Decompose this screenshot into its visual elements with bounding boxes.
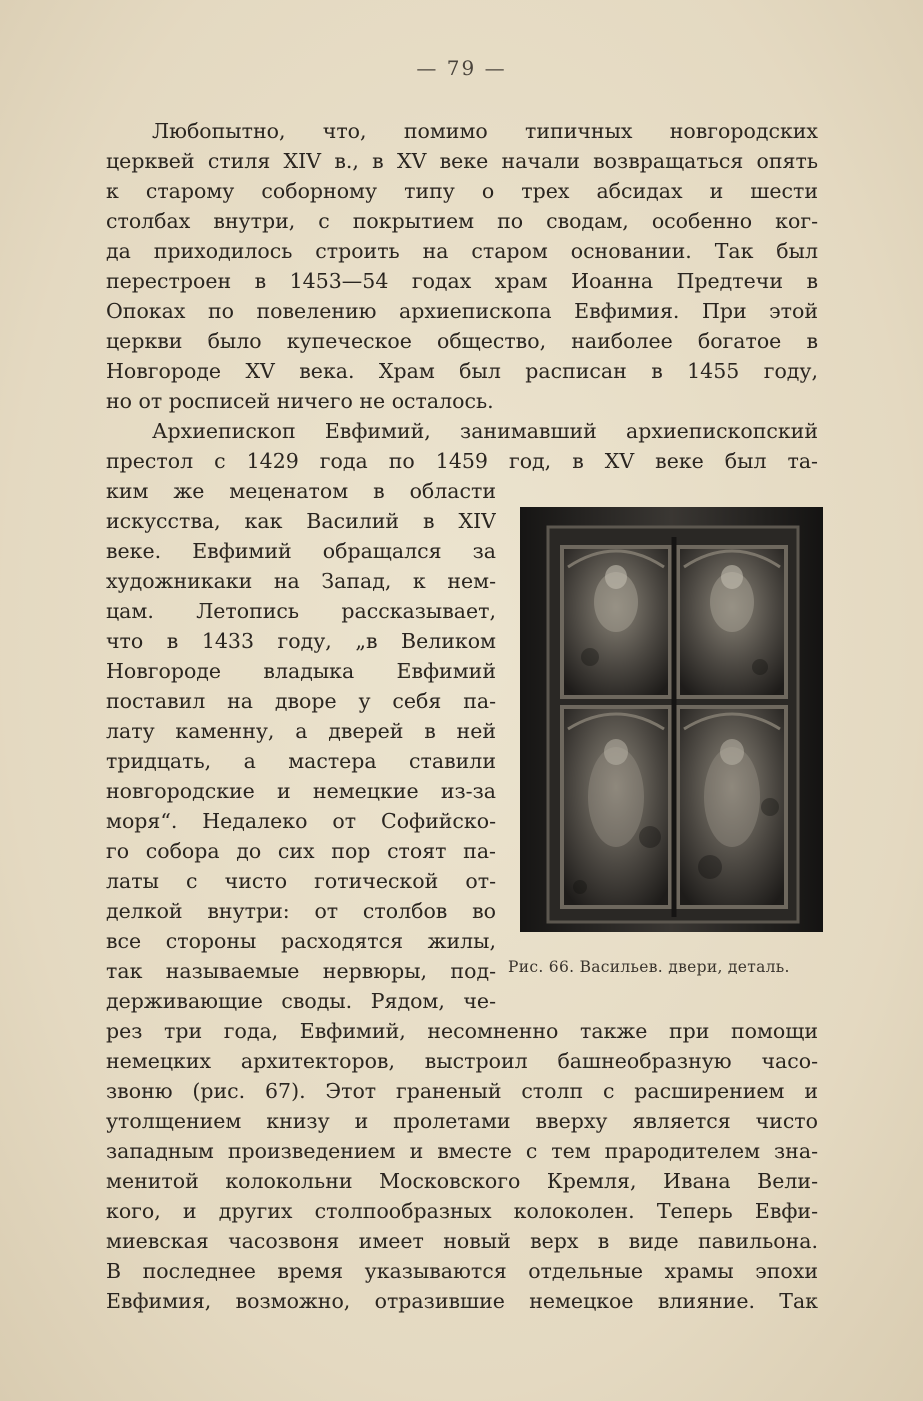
text-line: цам. Летопись рассказывает, xyxy=(106,599,496,623)
text-line: ким же меценатом в области xyxy=(106,479,496,503)
text-line: кого, и других столпообразных колоколен. Теперь Евфи- xyxy=(106,1199,818,1223)
text-line: столбах внутри, с покрытием по сводам, особенно ког- xyxy=(106,209,818,233)
text-line: так называемые нервюры, под- xyxy=(106,959,496,983)
text-line: держивающие своды. Рядом, че- xyxy=(106,989,496,1013)
text-line: к старому соборному типу о трех абсидах и шести xyxy=(106,179,818,203)
text-line: рез три года, Евфимий, несомненно также при помощи xyxy=(106,1019,818,1043)
text-line: утолщением книзу и пролетами вверху является чисто xyxy=(106,1109,818,1133)
door-photograph xyxy=(520,507,823,932)
text-line: тридцать, а мастера ставили xyxy=(106,749,496,773)
figure-caption: Рис. 66. Васильев. двери, деталь. xyxy=(508,958,790,976)
text-line: поставил на дворе у себя па- xyxy=(106,689,496,713)
text-line: делкой внутри: от столбов во xyxy=(106,899,496,923)
text-line: западным произведением и вместе с тем прародителем зна- xyxy=(106,1139,818,1163)
text-line: Опоках по повелению архиепископа Евфимия. При этой xyxy=(106,299,818,323)
text-line: искусства, как Василий в XIV xyxy=(106,509,496,533)
text-line: миевская часозвоня имеет новый верх в виде павильона. xyxy=(106,1229,818,1253)
text-line: го собора до сих пор стоят па- xyxy=(106,839,496,863)
text-line: что в 1433 году, „в Великом xyxy=(106,629,496,653)
text-line: церкви было купеческое общество, наиболее богатое в xyxy=(106,329,818,353)
text-line: звоню (рис. 67). Этот граненый столп с расширением и xyxy=(106,1079,818,1103)
text-line: менитой колокольни Московского Кремля, Ивана Вели- xyxy=(106,1169,818,1193)
text-line: немецких архитекторов, выстроил башнеобразную часо- xyxy=(106,1049,818,1073)
text-line: новгородские и немецкие из-за xyxy=(106,779,496,803)
text-line: веке. Евфимий обращался за xyxy=(106,539,496,563)
text-line: да приходилось строить на старом основании. Так был xyxy=(106,239,818,263)
text-line: но от росписей ничего не осталось. xyxy=(106,389,494,413)
text-line: лату каменну, а дверей в ней xyxy=(106,719,496,743)
page-number: — 79 — xyxy=(416,56,507,80)
text-line: Новгороде XV века. Храм был расписан в 1455 году, xyxy=(106,359,818,383)
door-illustration xyxy=(520,507,823,932)
text-line: Архиепископ Евфимий, занимавший архиепископский xyxy=(152,419,818,443)
text-line: латы с чисто готической от- xyxy=(106,869,496,893)
text-line: моря“. Недалеко от Софийско- xyxy=(106,809,496,833)
text-line: церквей стиля XIV в., в XV веке начали возвращаться опять xyxy=(106,149,818,173)
text-line: Новгороде владыка Евфимий xyxy=(106,659,496,683)
text-line: перестроен в 1453—54 годах храм Иоанна Предтечи в xyxy=(106,269,818,293)
text-line: престол с 1429 года по 1459 год, в XV веке был та- xyxy=(106,449,818,473)
text-line: художникаки на Запад, к нем- xyxy=(106,569,496,593)
text-line: Евфимия, возможно, отразившие немецкое влияние. Так xyxy=(106,1289,818,1313)
text-line: В последнее время указываются отдельные храмы эпохи xyxy=(106,1259,818,1283)
text-line: Любопытно, что, помимо типичных новгородских xyxy=(152,119,818,143)
text-line: все стороны расходятся жилы, xyxy=(106,929,496,953)
